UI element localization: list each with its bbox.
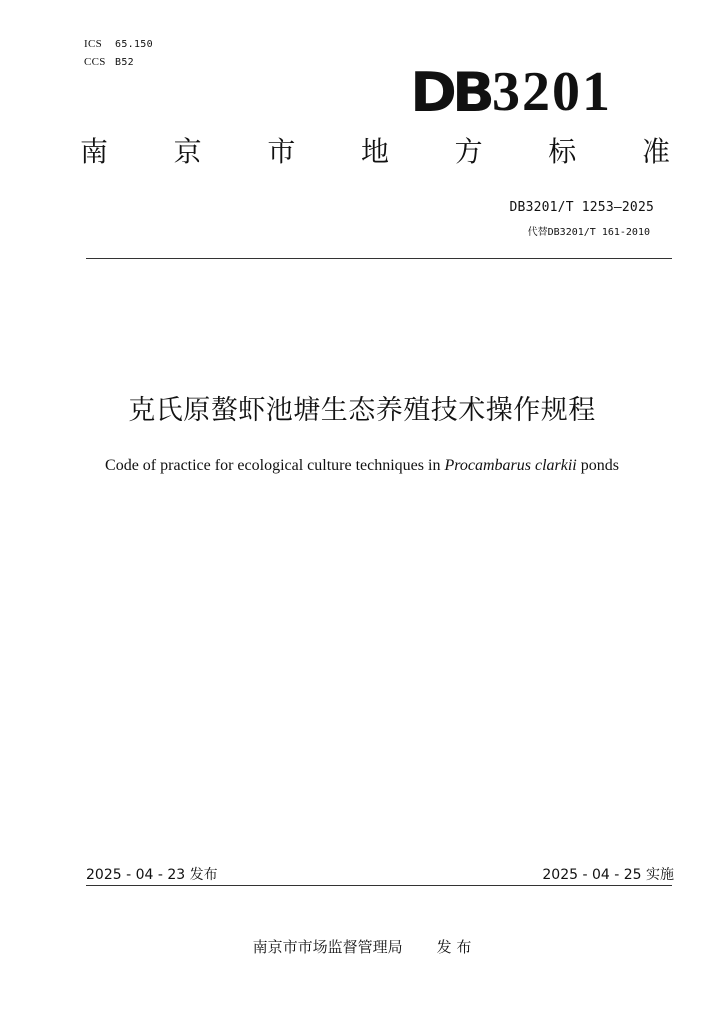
header-divider: [86, 258, 672, 259]
title-en-after: ponds: [576, 457, 619, 474]
title-en-species: Procambarus clarkii: [444, 457, 577, 474]
standard-logo: [410, 60, 612, 124]
standard-type-char: 市: [267, 135, 296, 168]
publisher-name: 南京市市场监督管理局: [252, 938, 403, 956]
logo-number: 3201: [492, 61, 612, 123]
publisher-action: 发 布: [436, 938, 472, 956]
title-en-before: Code of practice for ecological culture techniques in: [105, 457, 445, 474]
standard-type-char: 标: [548, 135, 577, 168]
ics-value: 65.150: [115, 39, 153, 50]
ics-label: ICS: [84, 38, 103, 50]
standard-type: [80, 135, 670, 168]
implementation-date: 2025 - 04 - 25 实施: [542, 867, 674, 883]
footer-divider: [86, 885, 672, 886]
standard-type-char: 准: [641, 135, 670, 168]
document-title-en: [0, 457, 724, 475]
document-title-cn: 克氏原螯虾池塘生态养殖技术操作规程: [128, 395, 596, 426]
ccs-code: [84, 56, 134, 68]
issue-date: 2025 - 04 - 23 发布: [86, 867, 218, 883]
logo-prefix: DB: [410, 61, 490, 124]
standard-type-char: 南: [80, 135, 109, 168]
standard-type-char: 京: [173, 135, 202, 168]
standard-type-char: 方: [454, 135, 483, 168]
ics-code: [84, 38, 153, 50]
publisher: [0, 936, 724, 957]
replaces-standard: 代替DB3201/T 161-2010: [527, 227, 650, 238]
ccs-value: B52: [115, 57, 134, 68]
ccs-label: CCS: [84, 56, 106, 68]
standard-number: DB3201/T 1253—2025: [509, 200, 654, 215]
standard-type-char: 地: [360, 135, 389, 168]
